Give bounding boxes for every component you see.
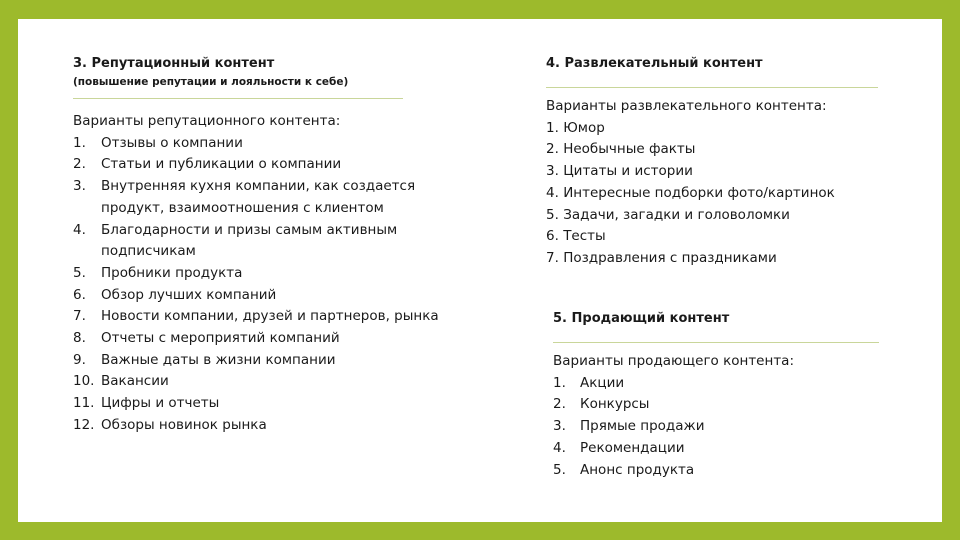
item-number: 3. bbox=[546, 163, 559, 180]
list-item bbox=[546, 205, 896, 227]
item-text: Цифры и отчеты bbox=[101, 395, 220, 412]
item-text: Акции bbox=[580, 374, 625, 391]
item-number: 4. bbox=[553, 439, 566, 456]
item-number: 1. bbox=[546, 119, 559, 136]
item-text: Интересные подборки фото/картинок bbox=[563, 184, 835, 201]
item-text: Анонс продукта bbox=[580, 461, 695, 478]
item-text: Поздравления с праздниками bbox=[563, 249, 777, 266]
list-item bbox=[73, 371, 493, 393]
section-entertainment bbox=[546, 56, 896, 270]
section-subtitle: (повышение репутации и лояльности к себе) bbox=[73, 76, 349, 88]
item-number: 3. bbox=[73, 178, 86, 195]
item-number: 4. bbox=[73, 221, 86, 238]
item-number: 5. bbox=[73, 264, 86, 281]
list-intro: Варианты продающего контента: bbox=[553, 353, 795, 369]
divider bbox=[546, 87, 878, 88]
section-title: 5. Продающий контент bbox=[553, 311, 730, 326]
section-reputation bbox=[73, 56, 493, 437]
list-item bbox=[73, 285, 493, 307]
divider bbox=[73, 98, 403, 99]
item-text: Пробники продукта bbox=[101, 264, 243, 281]
list-item bbox=[546, 139, 896, 161]
section-selling bbox=[553, 311, 903, 481]
list-item bbox=[546, 226, 896, 248]
item-number: 2. bbox=[546, 141, 559, 158]
item-text: Необычные факты bbox=[563, 141, 696, 158]
item-number: 4. bbox=[546, 184, 559, 201]
item-number: 5. bbox=[553, 461, 566, 478]
list-item bbox=[73, 176, 493, 219]
list-item bbox=[73, 133, 493, 155]
item-text: Вакансии bbox=[101, 373, 169, 390]
divider bbox=[553, 342, 879, 343]
list-item bbox=[546, 161, 896, 183]
item-text: Статьи и публикации о компании bbox=[101, 156, 342, 173]
item-text: Важные даты в жизни компании bbox=[101, 351, 336, 368]
item-number: 1. bbox=[553, 374, 566, 391]
item-text: Тесты bbox=[563, 228, 606, 245]
reputation-list bbox=[73, 133, 493, 437]
item-text: Отчеты с мероприятий компаний bbox=[101, 330, 340, 347]
slide bbox=[18, 19, 942, 522]
item-number: 8. bbox=[73, 330, 86, 347]
item-number: 2. bbox=[73, 156, 86, 173]
item-text: Обзор лучших компаний bbox=[101, 286, 277, 303]
list-item bbox=[73, 350, 493, 372]
list-item bbox=[553, 460, 903, 482]
item-text: Новости компании, друзей и партнеров, рынка bbox=[101, 308, 439, 325]
list-item bbox=[546, 248, 896, 270]
list-item bbox=[73, 393, 493, 415]
list-item bbox=[73, 263, 493, 285]
item-text: Обзоры новинок рынка bbox=[101, 416, 267, 433]
item-number: 12. bbox=[73, 416, 95, 433]
item-number: 10. bbox=[73, 373, 95, 390]
entertainment-list bbox=[546, 118, 896, 270]
list-item bbox=[546, 183, 896, 205]
item-number: 6. bbox=[546, 228, 559, 245]
item-number: 11. bbox=[73, 395, 95, 412]
list-item bbox=[73, 220, 493, 263]
item-number: 6. bbox=[73, 286, 86, 303]
list-intro: Варианты развлекательного контента: bbox=[546, 98, 827, 114]
section-title: 4. Развлекательный контент bbox=[546, 56, 763, 71]
list-item bbox=[553, 373, 903, 395]
item-number: 2. bbox=[553, 396, 566, 413]
item-text: Прямые продажи bbox=[580, 418, 705, 435]
list-item bbox=[553, 416, 903, 438]
list-item bbox=[73, 154, 493, 176]
list-item bbox=[73, 306, 493, 328]
list-intro: Варианты репутационного контента: bbox=[73, 113, 341, 129]
list-item bbox=[546, 118, 896, 140]
list-item bbox=[553, 394, 903, 416]
item-text: Отзывы о компании bbox=[101, 134, 243, 151]
item-text: Юмор bbox=[563, 119, 605, 136]
item-text: Рекомендации bbox=[580, 439, 685, 456]
item-number: 3. bbox=[553, 418, 566, 435]
item-text: Цитаты и истории bbox=[563, 163, 693, 180]
item-text: Внутренняя кухня компании, как создается продукт, взаимоотношения с клиентом bbox=[101, 178, 416, 216]
selling-list bbox=[553, 373, 903, 482]
item-number: 7. bbox=[73, 308, 86, 325]
item-number: 1. bbox=[73, 134, 86, 151]
list-item bbox=[73, 328, 493, 350]
item-number: 5. bbox=[546, 206, 559, 223]
item-text: Конкурсы bbox=[580, 396, 650, 413]
section-title: 3. Репутационный контент bbox=[73, 56, 275, 71]
list-item bbox=[73, 415, 493, 437]
item-text: Благодарности и призы самым активным подписчикам bbox=[101, 221, 398, 260]
item-number: 9. bbox=[73, 351, 86, 368]
item-text: Задачи, загадки и головоломки bbox=[563, 206, 790, 223]
item-number: 7. bbox=[546, 249, 559, 266]
list-item bbox=[553, 438, 903, 460]
